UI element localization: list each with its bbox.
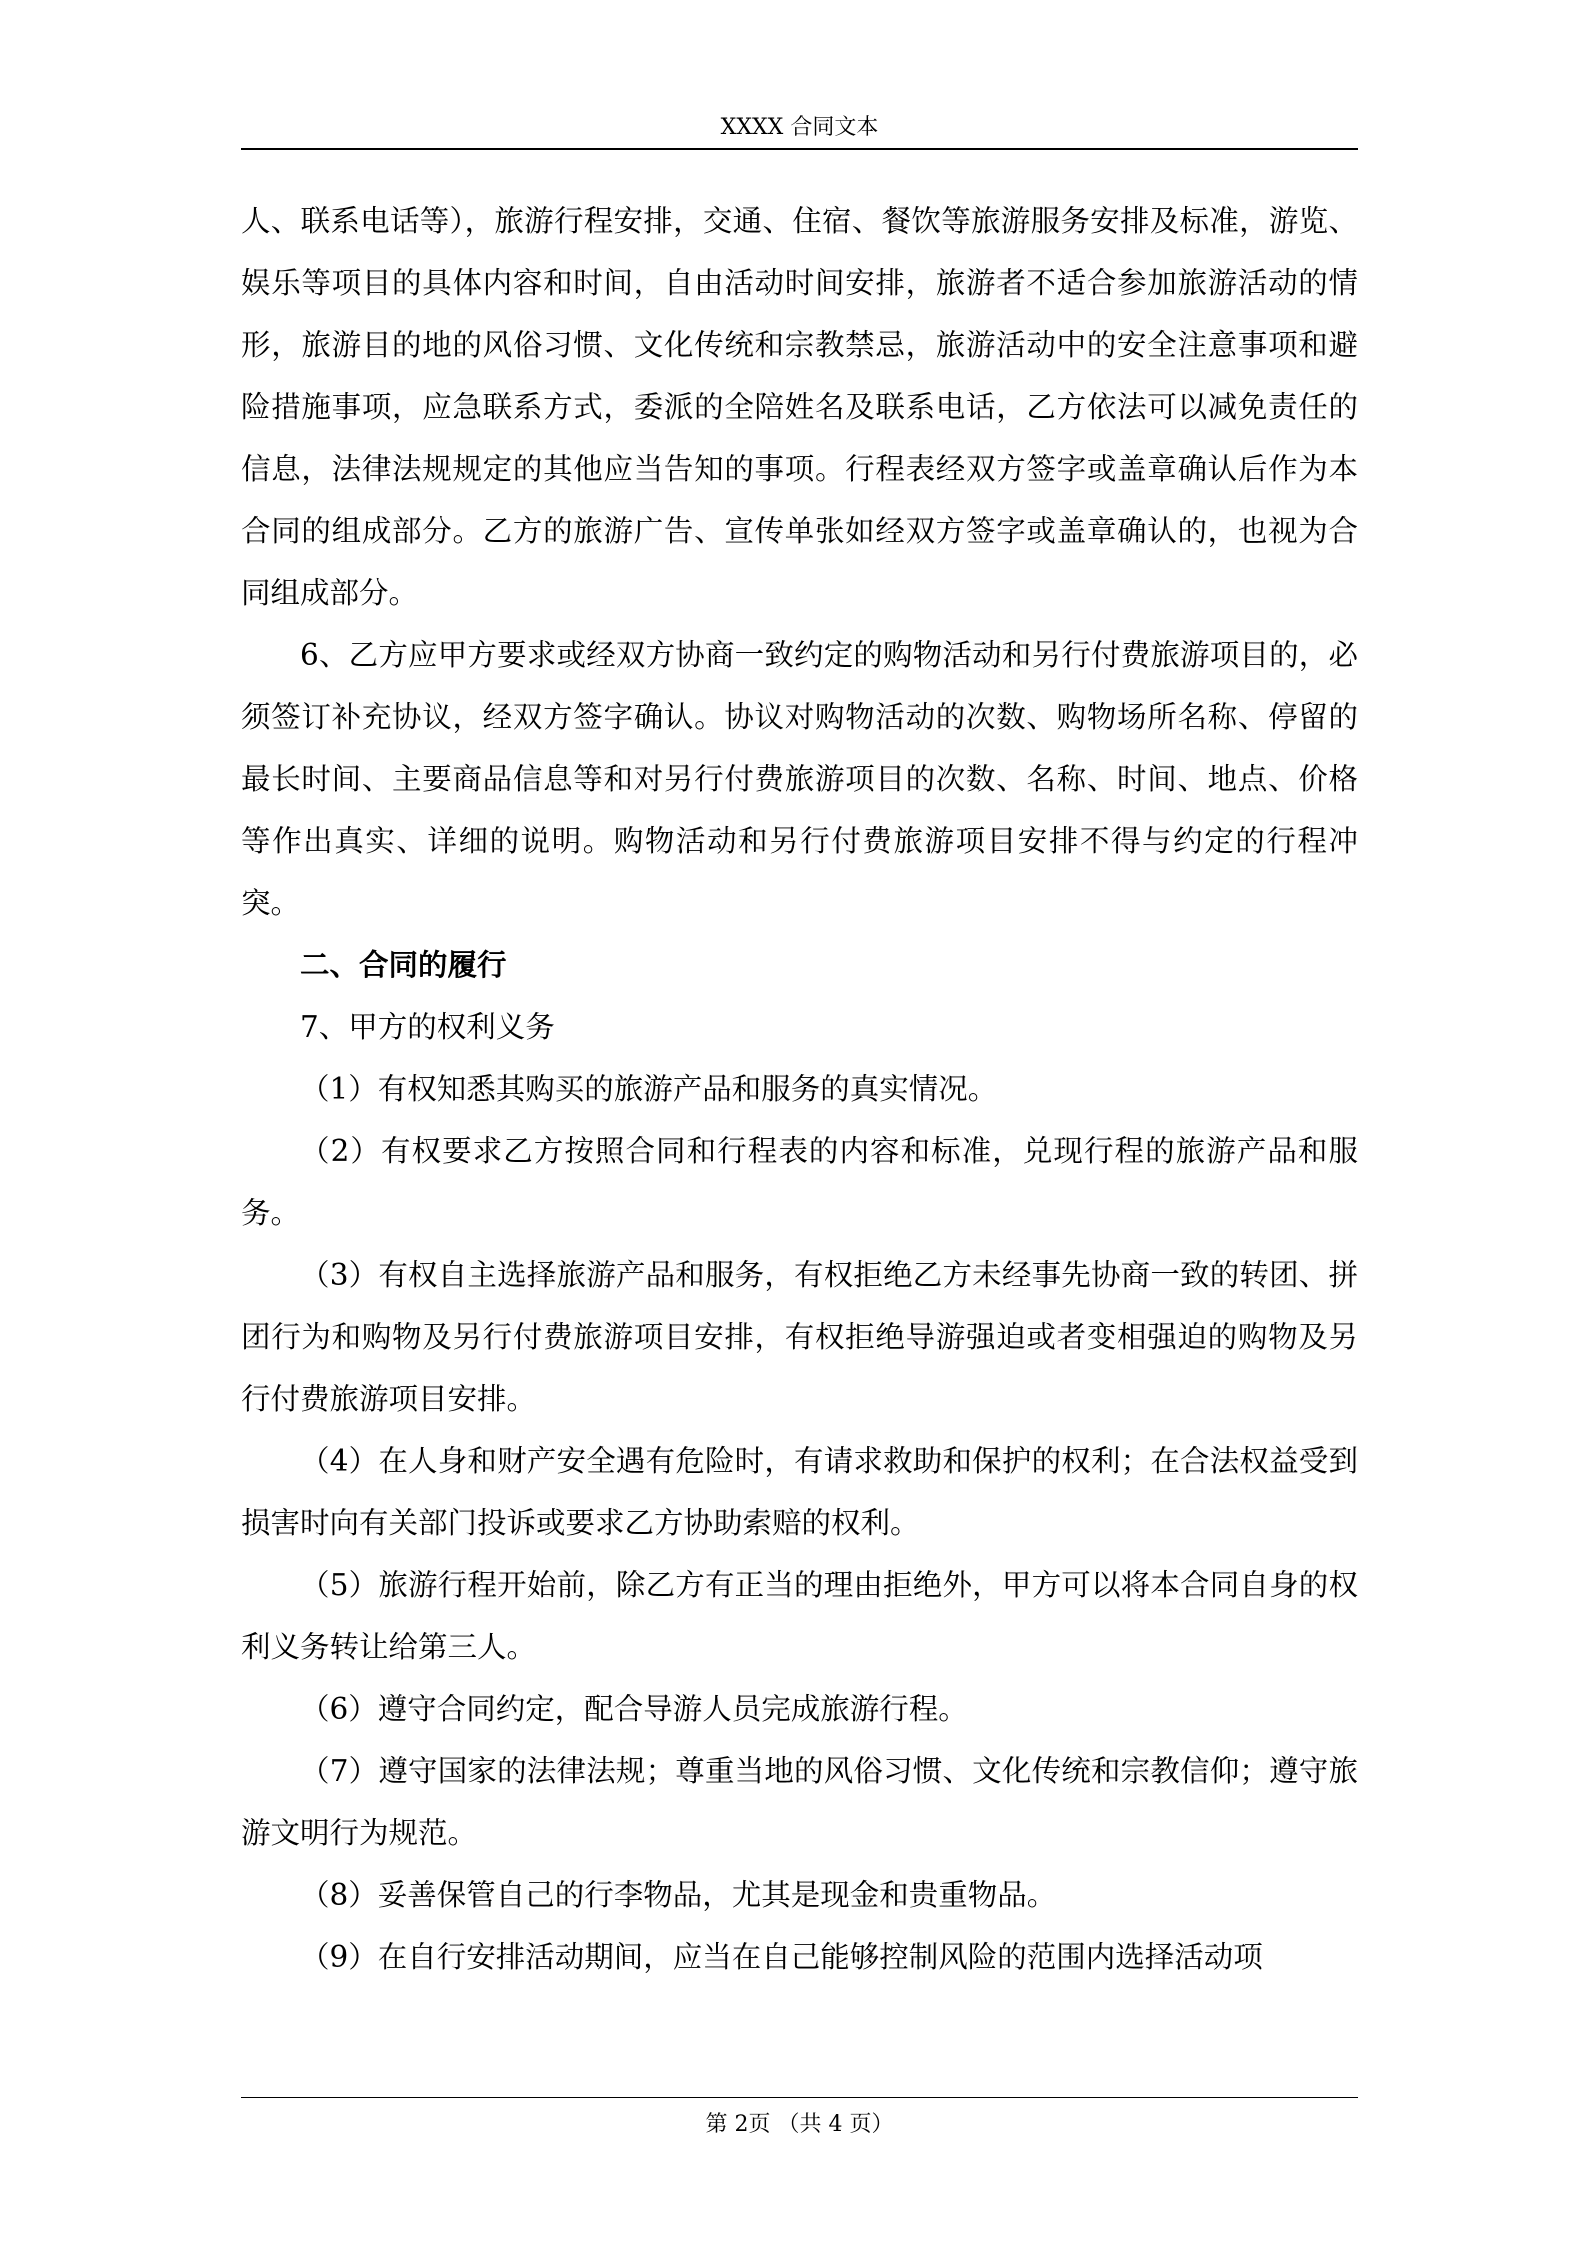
page-number: 第 2页 （共 4 页） (705, 2112, 894, 2137)
list-item: （5）旅游行程开始前，除乙方有正当的理由拒绝外，甲方可以将本合同自身的权利义务转让给第三人。 (241, 1568, 1358, 1664)
document-title: XXXX 合同文本 (720, 115, 879, 140)
paragraph-clause-6: 6、乙方应甲方要求或经双方协商一致约定的购物活动和另行付费旅游项目的，必须签订补充协议，经双方签字确认。协议对购物活动的次数、购物场所名称、停留的最长时间、主要商品信息等和对另行付费旅游项目的次数、名称、时间、地点、价格等作出真实、详细的说明。购物活动和另行付费旅游项目安排不得与约定的行程冲突。 (241, 638, 1358, 920)
list-item: （2）有权要求乙方按照合同和行程表的内容和标准，兑现行程的旅游产品和服务。 (241, 1134, 1358, 1230)
list-item: （1）有权知悉其购买的旅游产品和服务的真实情况。 (300, 1072, 998, 1106)
list-item: （3）有权自主选择旅游产品和服务，有权拒绝乙方未经事先协商一致的转团、拼团行为和购物及另行付费旅游项目安排，有权拒绝导游强迫或者变相强迫的购物及另行付费旅游项目安排。 (241, 1258, 1358, 1416)
page-footer (241, 2097, 1358, 2140)
document-body (241, 190, 1358, 1988)
paragraph-continuation: 人、联系电话等），旅游行程安排，交通、住宿、餐饮等旅游服务安排及标准，游览、娱乐等项目的具体内容和时间，自由活动时间安排，旅游者不适合参加旅游活动的情形，旅游目的地的风俗习惯、文化传统和宗教禁忌，旅游活动中的安全注意事项和避险措施事项，应急联系方式，委派的全陪姓名及联系电话，乙方依法可以减免责任的信息，法律法规规定的其他应当告知的事项。行程表经双方签字或盖章确认后作为本合同的组成部分。乙方的旅游广告、宣传单张如经双方签字或盖章确认的，也视为合同组成部分。 (241, 204, 1358, 610)
list-item: （9）在自行安排活动期间，应当在自己能够控制风险的范围内选择活动项 (300, 1940, 1263, 1974)
list-item: （7）遵守国家的法律法规；尊重当地的风俗习惯、文化传统和宗教信仰；遵守旅游文明行为规范。 (241, 1754, 1358, 1850)
list-item: （8）妥善保管自己的行李物品，尤其是现金和贵重物品。 (300, 1878, 1057, 1912)
section-heading: 二、合同的履行 (300, 947, 507, 982)
clause-heading: 7、甲方的权利义务 (300, 1010, 555, 1044)
list-item: （6）遵守合同约定，配合导游人员完成旅游行程。 (300, 1692, 968, 1726)
page-header (241, 108, 1358, 150)
list-item: （4）在人身和财产安全遇有危险时，有请求救助和保护的权利；在合法权益受到损害时向有关部门投诉或要求乙方协助索赔的权利。 (241, 1444, 1358, 1540)
